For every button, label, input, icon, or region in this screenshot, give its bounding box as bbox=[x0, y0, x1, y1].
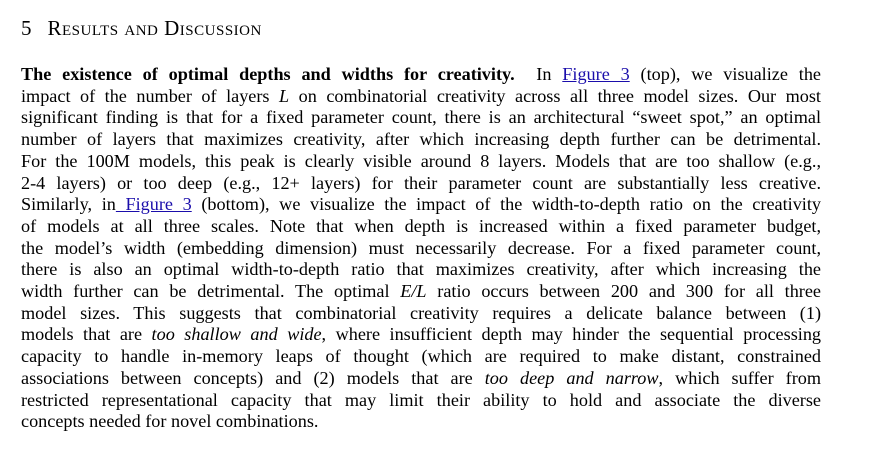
text-line bbox=[21, 216, 821, 238]
text-run: ratio occurs between 200 and 300 for all three bbox=[426, 281, 821, 302]
text-run: Similarly, in bbox=[21, 194, 116, 215]
text-run: associations between concepts) and (2) models that are bbox=[21, 367, 485, 388]
text-line bbox=[21, 324, 821, 346]
text-line bbox=[21, 411, 821, 433]
text-run: In bbox=[514, 64, 563, 84]
italic-text: too shallow and wide bbox=[151, 324, 322, 345]
text-line bbox=[21, 390, 821, 412]
body-paragraph bbox=[21, 64, 821, 433]
figure-reference-link[interactable]: Figure 3 bbox=[115, 194, 192, 215]
text-run: width further can be detrimental. The optimal bbox=[21, 281, 401, 302]
text-run: of models at all three scales. Note that when depth is increased within a fixed parameter budget, bbox=[21, 215, 821, 236]
italic-text: L bbox=[279, 85, 290, 106]
section-heading bbox=[21, 14, 262, 42]
text-run: number of layers that maximizes creativity, after which increasing depth further can be detrimental. bbox=[21, 129, 821, 150]
text-run: model sizes. This suggests that combinatorial creativity requires a delicate balance between (1) bbox=[21, 302, 821, 323]
text-line bbox=[21, 173, 821, 195]
text-run: on combinatorial creativity across all three model sizes. Our most bbox=[289, 85, 821, 106]
text-line bbox=[21, 303, 821, 325]
text-run: (top), we visualize the bbox=[629, 64, 821, 84]
figure-reference-link[interactable]: Figure 3 bbox=[562, 64, 630, 84]
text-line bbox=[21, 86, 821, 108]
paragraph-run-in-heading: The existence of optimal depths and widths for creativity. bbox=[21, 64, 515, 84]
section-title: Results and Discussion bbox=[47, 16, 262, 40]
text-line bbox=[21, 281, 821, 303]
text-run: significant finding is that for a fixed parameter count, there is an architectural “sweet spot,” an optimal bbox=[21, 107, 821, 128]
text-line bbox=[21, 64, 821, 86]
text-line bbox=[21, 368, 821, 390]
text-line bbox=[21, 151, 821, 173]
text-run: , which suffer from bbox=[658, 367, 821, 388]
text-run: capacity to handle in-memory leaps of thought (which are required to make distant, constrained bbox=[21, 346, 821, 367]
text-line bbox=[21, 259, 821, 281]
text-run: the model’s width (embedding dimension) must necessarily decrease. For a fixed parameter count, bbox=[21, 237, 821, 258]
text-line bbox=[21, 238, 821, 260]
text-run: impact of the number of layers bbox=[21, 85, 279, 106]
text-run: restricted representational capacity that may limit their ability to hold and associate the diverse bbox=[21, 389, 821, 410]
text-run: , where insufficient depth may hinder the sequential processing bbox=[321, 324, 822, 345]
text-run: For the 100M models, this peak is clearly visible around 8 layers. Models that are too shallow (e.g., bbox=[21, 150, 821, 171]
text-run: there is also an optimal width-to-depth ratio that maximizes creativity, after which increasing the bbox=[21, 259, 821, 280]
text-run: 2-4 layers) or too deep (e.g., 12+ layers) for their parameter count are substantially less creative. bbox=[21, 172, 821, 193]
text-line bbox=[21, 346, 821, 368]
italic-text: E/L bbox=[400, 281, 427, 302]
italic-text: too deep and narrow bbox=[484, 367, 659, 388]
text-line bbox=[21, 129, 821, 151]
text-line bbox=[21, 107, 821, 129]
text-run: (bottom), we visualize the impact of the width-to-depth ratio on the creativity bbox=[191, 194, 821, 215]
section-number: 5 bbox=[21, 16, 32, 40]
text-run: models that are bbox=[21, 324, 152, 345]
text-line bbox=[21, 194, 821, 216]
text-run: concepts needed for novel combinations. bbox=[21, 411, 319, 432]
